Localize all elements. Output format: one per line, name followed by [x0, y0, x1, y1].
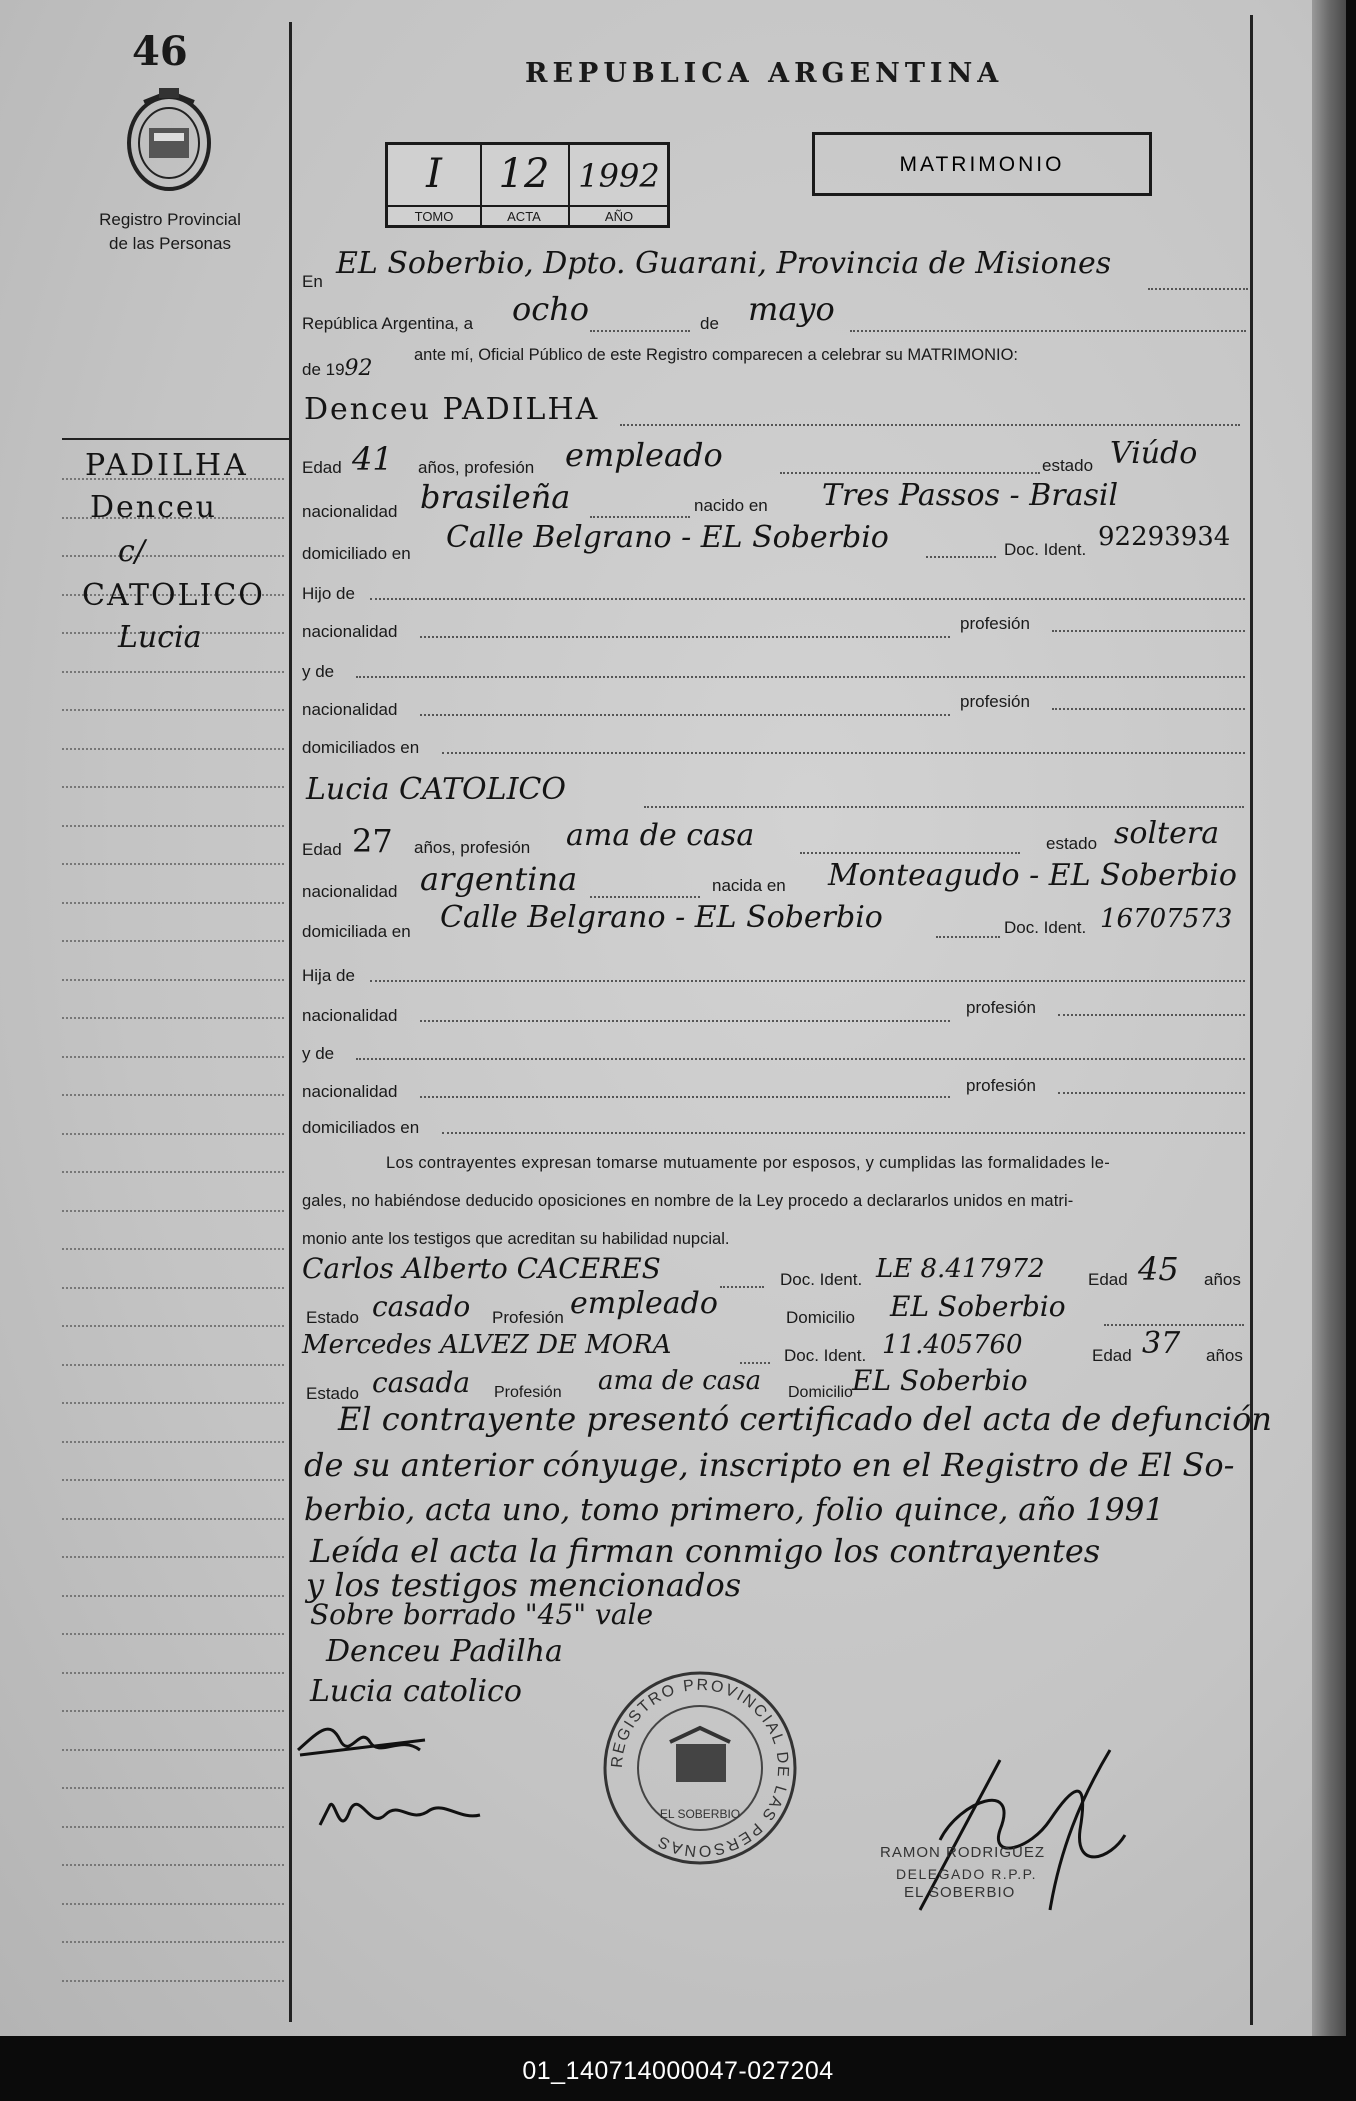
witness1-anos-label: años — [1204, 1270, 1241, 1289]
margin-ruled-line — [62, 1325, 284, 1327]
witness1-doc: LE 8.417972 — [876, 1254, 1045, 1284]
margin-ruled-line — [62, 979, 284, 981]
witness2-doc-label: Doc. Ident. — [784, 1346, 867, 1365]
margin-ruled-line — [62, 1364, 284, 1366]
declaration-line: Los contrayentes expresan tomarse mutuamente por esposos, y cumplidas las formalidades le- — [386, 1154, 1111, 1172]
groom-profession: empleado — [565, 436, 723, 474]
witness1-doc-label: Doc. Ident. — [780, 1270, 863, 1289]
right-rule — [1250, 15, 1253, 2025]
note-line: berbio, acta uno, tomo primero, folio quince, año 1991 — [304, 1492, 1165, 1528]
day-value: ocho — [512, 290, 590, 328]
margin-ruled-line — [62, 748, 284, 750]
groom-father-nationality-label: nacionalidad — [302, 622, 398, 641]
margin-ruled-line — [62, 1518, 284, 1520]
witness-signatures — [290, 1710, 590, 1865]
bride-age-label: Edad — [302, 840, 342, 859]
margin-ruled-line — [62, 1672, 284, 1674]
bride-address-label: domiciliada en — [302, 922, 411, 941]
margin-ruled-line — [62, 709, 284, 711]
groom-anos-label: años, profesión — [418, 458, 535, 477]
witness2-address: EL Soberbio — [852, 1364, 1028, 1397]
groom-signature: Denceu Padilha — [326, 1634, 563, 1669]
year-value: 92 — [344, 356, 373, 381]
bride-estado-label: estado — [1046, 834, 1098, 853]
groom-name: Denceu PADILHA — [304, 392, 600, 427]
bride-mother-nationality-label: nacionalidad — [302, 1082, 398, 1101]
margin-note-line: PADILHA — [85, 448, 249, 483]
republic-label: República Argentina, a — [302, 314, 474, 333]
bride-birthplace: Monteagudo - EL Soberbio — [828, 858, 1237, 893]
witness2-profession: ama de casa — [598, 1366, 762, 1396]
ano-label: AÑO — [604, 209, 634, 224]
act-number-box — [385, 142, 670, 228]
bride-father-label: Hija de — [302, 966, 355, 985]
province-seal-icon — [124, 88, 214, 198]
margin-ruled-line — [62, 1402, 284, 1404]
margin-ruled-line — [62, 1017, 284, 1019]
tomo-label: TOMO — [414, 209, 454, 224]
month-value: mayo — [748, 290, 835, 328]
margin-ruled-line — [62, 1941, 284, 1943]
declaration-line: monio ante los testigos que acreditan su habilidad nupcial. — [302, 1230, 730, 1248]
margin-ruled-line — [62, 1710, 284, 1712]
ano-value: 1992 — [578, 157, 660, 195]
groom-civil-status: Viúdo — [1110, 436, 1198, 471]
bride-nationality: argentina — [420, 860, 578, 898]
margin-top-rule — [62, 438, 290, 440]
margin-ruled-line — [62, 863, 284, 865]
groom-mother-profession-label: profesión — [960, 692, 1030, 711]
witness2-age-label: Edad — [1092, 1346, 1132, 1365]
margin-ruled-line — [62, 1133, 284, 1135]
bride-civil-status: soltera — [1114, 816, 1220, 851]
witness1-status-label: Estado — [306, 1308, 359, 1327]
note-line: de su anterior cónyuge, inscripto en el Registro de El So- — [304, 1446, 1235, 1484]
margin-ruled-line — [62, 1633, 284, 1635]
witness2-name: Mercedes ALVEZ DE MORA — [302, 1330, 672, 1360]
margin-ruled-line — [62, 902, 284, 904]
place-value: EL Soberbio, Dpto. Guarani, Provincia de Misiones — [336, 246, 1112, 281]
acta-value: 12 — [498, 151, 550, 197]
bride-doc: 16707573 — [1100, 904, 1233, 934]
bride-signature: Lucia catolico — [310, 1674, 522, 1709]
margin-ruled-line — [62, 555, 284, 557]
act-type: MATRIMONIO — [899, 153, 1065, 176]
margin-ruled-line — [62, 1980, 284, 1982]
groom-estado-label: estado — [1042, 456, 1094, 475]
witness1-status: casado — [372, 1290, 471, 1323]
margin-ruled-line — [62, 1826, 284, 1828]
bride-mother-profession-label: profesión — [966, 1076, 1036, 1095]
witness1-name: Carlos Alberto CACERES — [302, 1252, 661, 1285]
margin-ruled-line — [62, 1903, 284, 1905]
en-label: En — [302, 272, 323, 291]
witness1-age: 45 — [1138, 1250, 1179, 1288]
bride-mother-label: y de — [302, 1044, 335, 1063]
bride-address: Calle Belgrano - EL Soberbio — [440, 900, 883, 935]
groom-doc-label: Doc. Ident. — [1004, 540, 1087, 559]
groom-father-profession-label: profesión — [960, 614, 1030, 633]
margin-note-line: CATOLICO — [82, 578, 265, 613]
witness1-age-label: Edad — [1088, 1270, 1128, 1289]
acta-label: ACTA — [507, 209, 541, 224]
witness2-age: 37 — [1142, 1326, 1181, 1361]
registry-name: Registro Provincial — [99, 210, 241, 229]
bride-parents-address-label: domiciliados en — [302, 1118, 420, 1137]
witness2-doc: 11.405760 — [882, 1330, 1023, 1360]
bride-anos-label: años, profesión — [414, 838, 531, 857]
margin-ruled-line — [62, 940, 284, 942]
witness2-profession-label: Profesión — [494, 1384, 562, 1401]
bride-doc-label: Doc. Ident. — [1004, 918, 1087, 937]
witness2-anos-label: años — [1206, 1346, 1243, 1365]
registry-subtitle: de las Personas — [109, 234, 231, 253]
official-title: DELEGADO R.P.P. — [896, 1866, 1038, 1882]
groom-nationality-label: nacionalidad — [302, 502, 398, 521]
witness1-address-label: Domicilio — [786, 1308, 855, 1327]
witness2-status-label: Estado — [306, 1384, 359, 1403]
margin-ruled-line — [62, 1171, 284, 1173]
bride-name: Lucia CATOLICO — [306, 772, 566, 807]
groom-born-label: nacido en — [694, 496, 768, 515]
margin-note-line: Lucia — [118, 620, 202, 655]
groom-mother-label: y de — [302, 662, 335, 681]
bride-father-profession-label: profesión — [966, 998, 1036, 1017]
groom-address-label: domiciliado en — [302, 544, 411, 563]
groom-mother-nationality-label: nacionalidad — [302, 700, 398, 719]
note-line: Sobre borrado "45" vale — [310, 1598, 654, 1631]
witness2-address-label: Domicilio — [788, 1384, 853, 1401]
declaration-line: gales, no habiéndose deducido oposiciones en nombre de la Ley procedo a declararlos unidos en matri- — [302, 1192, 1074, 1210]
groom-doc: 92293934 — [1098, 522, 1231, 552]
bride-profession: ama de casa — [566, 818, 755, 853]
note-line: y los testigos mencionados — [306, 1566, 742, 1604]
groom-address: Calle Belgrano - EL Soberbio — [446, 520, 889, 555]
margin-ruled-line — [62, 1479, 284, 1481]
country-title: REPUBLICA ARGENTINA — [525, 58, 1004, 89]
witness1-address: EL Soberbio — [890, 1290, 1066, 1323]
groom-birthplace: Tres Passos - Brasil — [822, 478, 1119, 513]
margin-ruled-line — [62, 786, 284, 788]
groom-parents-address-label: domiciliados en — [302, 738, 420, 757]
official-name: RAMON RODRIGUEZ — [880, 1844, 1045, 1861]
margin-note-line: Denceu — [90, 490, 218, 525]
witness1-profession: empleado — [570, 1286, 718, 1321]
bride-born-label: nacida en — [712, 876, 786, 895]
bride-father-nationality-label: nacionalidad — [302, 1006, 398, 1025]
margin-ruled-line — [62, 1556, 284, 1558]
year-label: de 1992 — [302, 356, 373, 381]
margin-ruled-line — [62, 1248, 284, 1250]
groom-age-label: Edad — [302, 458, 342, 477]
margin-ruled-line — [62, 1595, 284, 1597]
tomo-value: I — [426, 151, 442, 197]
margin-ruled-line — [62, 1287, 284, 1289]
footer-id: 01_140714000047-027204 — [522, 2057, 834, 2085]
registry-stamp — [600, 1668, 800, 1868]
margin-ruled-line — [62, 1787, 284, 1789]
note-line: Leída el acta la firman conmigo los contrayentes — [310, 1532, 1101, 1570]
witness1-profession-label: Profesión — [492, 1308, 564, 1327]
margin-note-line: c/ — [118, 534, 145, 569]
stamp-ring-text: REGISTRO PROVINCIAL DE LAS PERSONAS — [608, 1676, 792, 1860]
stamp-inner-text: EL SOBERBIO — [659, 1807, 741, 1821]
note-line: El contrayente presentó certificado del acta de defunción — [338, 1400, 1272, 1438]
margin-ruled-line — [62, 1749, 284, 1751]
intro-statement: ante mí, Oficial Público de este Registro comparecen a celebrar su MATRIMONIO: — [414, 346, 1019, 364]
act-type-box — [812, 132, 1152, 196]
margin-ruled-line — [62, 1056, 284, 1058]
bride-age: 27 — [352, 822, 393, 860]
margin-ruled-line — [62, 825, 284, 827]
margin-ruled-line — [62, 1210, 284, 1212]
page-number: 46 — [132, 28, 188, 75]
groom-age: 41 — [352, 440, 393, 478]
witness2-status: casada — [372, 1366, 471, 1399]
official-place: EL SOBERBIO — [904, 1884, 1016, 1901]
groom-father-label: Hijo de — [302, 584, 355, 603]
de-label: de — [700, 314, 719, 333]
margin-ruled-line — [62, 1094, 284, 1096]
margin-ruled-line — [62, 1864, 284, 1866]
margin-ruled-line — [62, 1441, 284, 1443]
margin-ruled-line — [62, 671, 284, 673]
bride-nationality-label: nacionalidad — [302, 882, 398, 901]
groom-nationality: brasileña — [420, 478, 571, 516]
book-edge — [1312, 0, 1346, 2036]
